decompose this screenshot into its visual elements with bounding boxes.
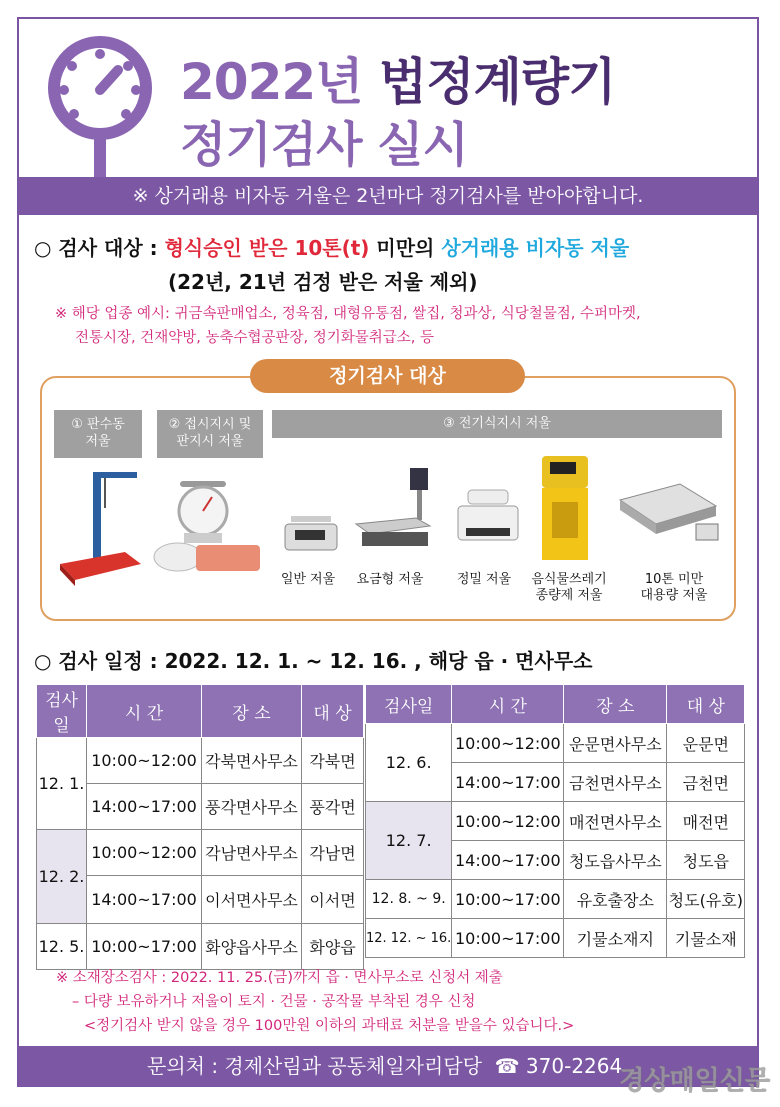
item-2-line-1: 요금형 저울 [356, 572, 424, 587]
item-label-5 [626, 572, 722, 604]
schedule-table-right [365, 684, 745, 958]
precision-scale-image [454, 486, 522, 550]
time-cell: 10:00~17:00 [452, 880, 564, 919]
target-cell: 청도읍 [667, 841, 745, 880]
col-place: 장 소 [202, 685, 302, 738]
table-row [366, 919, 745, 958]
target-cell: 풍각면 [302, 784, 364, 830]
schedule-table-left [36, 684, 364, 970]
food-waste-scale-image [536, 452, 594, 564]
examples-line-2: 전통시장, 건재약방, 농축수협공판장, 정기화물취급소, 등 [75, 330, 435, 346]
table-row [37, 784, 364, 830]
time-cell: 10:00~12:00 [452, 802, 564, 841]
table-row [37, 876, 364, 924]
target-red: 형식승인 받은 10톤(t) [164, 236, 370, 260]
time-cell: 14:00~17:00 [87, 784, 202, 830]
target-cell: 각북면 [302, 738, 364, 784]
place-cell: 화양읍사무소 [202, 924, 302, 970]
date-cell: 12. 1. [37, 738, 87, 830]
category-2-line-1: ② 접시지시 및 [168, 417, 252, 432]
general-scale-image [283, 514, 339, 554]
col-date: 검사일 [366, 685, 452, 724]
table-row [366, 880, 745, 919]
date-cell: 12. 5. [37, 924, 87, 970]
dial-scale-image [152, 475, 264, 575]
note-3: <정기검사 받지 않을 경우 100만원 이하의 과태료 처분을 받을수 있습니다.> [84, 1018, 575, 1034]
place-cell: 매전면사무소 [564, 802, 667, 841]
table-row [366, 802, 745, 841]
place-cell: 각남면사무소 [202, 830, 302, 876]
time-cell: 14:00~17:00 [452, 841, 564, 880]
scales-header: 정기검사 대상 [250, 359, 525, 393]
examples [55, 302, 641, 350]
place-cell: 운문면사무소 [564, 724, 667, 763]
category-1-line-1: ① 판수동 [71, 417, 125, 432]
table-row [37, 830, 364, 876]
table-row [37, 738, 364, 784]
col-time: 시 간 [87, 685, 202, 738]
table-row [366, 724, 745, 763]
target-prefix: ○ 검사 대상 : [34, 236, 165, 260]
target-heading [34, 232, 629, 261]
col-target: 대 상 [667, 685, 745, 724]
contact-text [147, 1046, 622, 1086]
col-target: 대 상 [302, 685, 364, 738]
target-cell: 각남면 [302, 830, 364, 876]
date-cell: 12. 12. ~ 16. [366, 919, 452, 958]
item-label-1 [270, 572, 346, 588]
place-cell: 각북면사무소 [202, 738, 302, 784]
time-cell: 14:00~17:00 [452, 763, 564, 802]
time-cell: 10:00~12:00 [452, 724, 564, 763]
schedule-heading: ○ 검사 일정 : 2022. 12. 1. ~ 12. 16. , 해당 읍 · 면사무소 [34, 649, 593, 673]
target-cell: 운문면 [667, 724, 745, 763]
note-2: – 다량 보유하거나 저울이 토지 · 건물 · 공작물 부착된 경우 신청 [72, 994, 476, 1010]
date-cell: 12. 2. [37, 830, 87, 924]
target-cell: 매전면 [667, 802, 745, 841]
date-cell: 12. 8. ~ 9. [366, 880, 452, 919]
examples-line-1: ※ 해당 업종 예시: 귀금속판매업소, 정육점, 대형유통점, 쌀집, 청과상, 식당철물점, 수퍼마켓, [55, 306, 641, 322]
table-row [37, 924, 364, 970]
time-cell: 14:00~17:00 [87, 876, 202, 924]
notes [56, 966, 574, 1038]
target-cell: 기물소재 [667, 919, 745, 958]
contact-phone: ☎ 370-2264 [494, 1054, 623, 1078]
poster-title [180, 42, 615, 114]
item-4-line-1: 음식물쓰레기 [531, 572, 607, 587]
date-cell: 12. 6. [366, 724, 452, 802]
place-cell: 청도읍사무소 [564, 841, 667, 880]
item-3-line-1: 정밀 저울 [456, 572, 512, 587]
time-cell: 10:00~12:00 [87, 738, 202, 784]
time-cell: 10:00~12:00 [87, 830, 202, 876]
large-capacity-scale-image [616, 480, 720, 552]
target-exclusion: (22년, 21년 검정 받은 저울 제외) [168, 270, 478, 294]
place-cell: 금천면사무소 [564, 763, 667, 802]
scale-clock-icon [40, 30, 160, 190]
price-scale-image [352, 466, 434, 552]
target-mid: 미만의 [369, 236, 442, 260]
place-cell: 유호출장소 [564, 880, 667, 919]
item-4-line-2: 종량제 저울 [535, 588, 603, 603]
contact-label: 문의처 : 경제산림과 공동체일자리담당 [147, 1054, 482, 1078]
title-main: 법정계량기 [378, 53, 616, 111]
note-1: ※ 소재장소검사 : 2022. 11. 25.(금)까지 읍 · 면사무소로 신청서 제출 [56, 970, 503, 986]
category-3: ③ 전기식지시 저울 [272, 410, 722, 438]
time-cell: 10:00~17:00 [87, 924, 202, 970]
item-1-line-1: 일반 저울 [280, 572, 336, 587]
category-2 [157, 410, 263, 458]
category-2-line-2: 판지시 저울 [176, 434, 244, 449]
poster-subtitle: 정기검사 실시 [180, 117, 468, 173]
notice-banner: ※ 상거래용 비자동 거울은 2년마다 정기검사를 받아야합니다. [19, 177, 757, 215]
col-date: 검사일 [37, 685, 87, 738]
item-label-3 [446, 572, 522, 588]
place-cell: 이서면사무소 [202, 876, 302, 924]
target-blue: 상거래용 비자동 저울 [441, 236, 630, 260]
time-cell: 10:00~17:00 [452, 919, 564, 958]
category-1-line-2: 저울 [85, 434, 111, 449]
category-1 [54, 410, 142, 458]
col-time: 시 간 [452, 685, 564, 724]
place-cell: 풍각면사무소 [202, 784, 302, 830]
item-label-4 [524, 572, 614, 604]
item-5-line-1: 10톤 미만 [644, 572, 704, 587]
target-cell: 화양읍 [302, 924, 364, 970]
place-cell: 기물소재지 [564, 919, 667, 958]
platform-scale-image [55, 468, 145, 588]
item-5-line-2: 대용량 저울 [640, 588, 708, 603]
title-year: 2022년 [180, 53, 363, 111]
watermark: 경상매일신문 [619, 1066, 770, 1096]
target-cell: 금천면 [667, 763, 745, 802]
target-cell: 청도(유호) [667, 880, 745, 919]
date-cell: 12. 7. [366, 802, 452, 880]
item-label-2 [348, 572, 432, 588]
col-place: 장 소 [564, 685, 667, 724]
target-cell: 이서면 [302, 876, 364, 924]
